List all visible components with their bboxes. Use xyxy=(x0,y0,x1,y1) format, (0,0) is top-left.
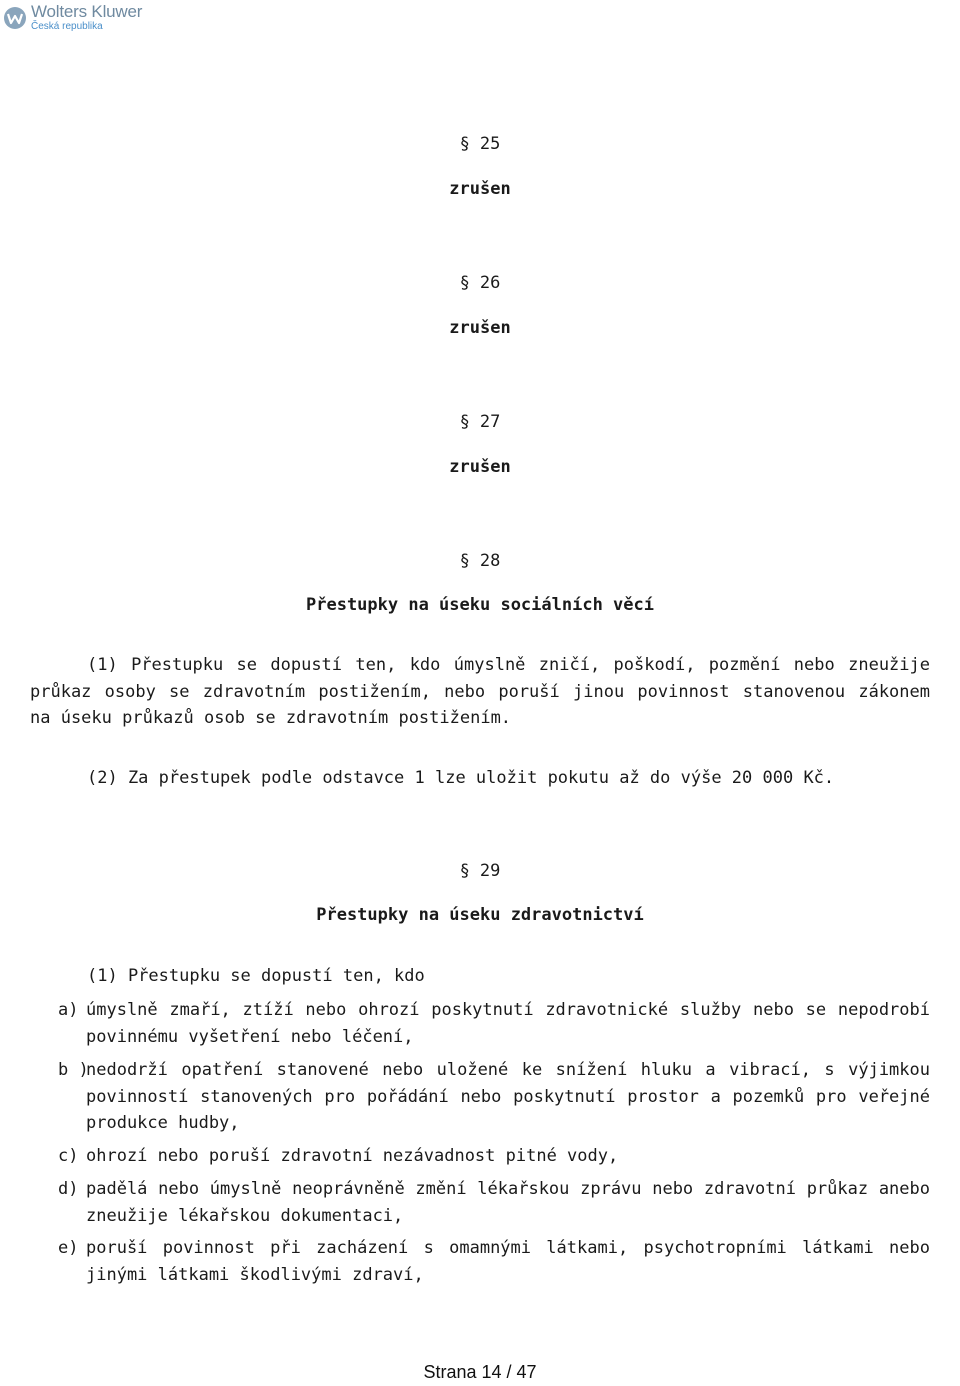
wolters-kluwer-logo xyxy=(3,3,142,32)
page-number: Strana 14 / 47 xyxy=(423,1362,537,1382)
section-29-heading: Přestupky na úseku zdravotnictví xyxy=(316,905,644,925)
list-item xyxy=(58,1235,930,1288)
section-29-paragraph-1: (1) Přestupku se dopustí ten, kdo xyxy=(87,966,425,986)
section-number: 29 xyxy=(479,861,501,881)
section-symbol: § xyxy=(459,551,470,571)
wolters-kluwer-logo-icon xyxy=(3,6,27,30)
section-25-number xyxy=(0,134,960,154)
list-item-letter: b ) xyxy=(58,1060,89,1080)
section-28-paragraph-1: (1) Přestupku se dopustí ten, kdo úmyslně zničí, poškodí, pozmění nebo zneužije průkaz osoby se zdravotním postižením, nebo poruší jinou povinnost stanovenou zákonem na úseku průkazů osob se zdravotním postižením. xyxy=(30,655,930,728)
list-item xyxy=(58,997,930,1050)
list-item xyxy=(58,1143,930,1170)
list-item-text: ohrozí nebo poruší zdravotní nezávadnost pitné vody, xyxy=(86,1146,619,1166)
section-27-number xyxy=(0,412,960,432)
list-item-letter: e) xyxy=(58,1238,79,1258)
section-symbol: § xyxy=(459,861,470,881)
list-item-letter: a) xyxy=(58,1000,79,1020)
section-28-paragraph-2: (2) Za přestupek podle odstavce 1 lze uložit pokutu až do výše 20 000 Kč. xyxy=(87,768,835,788)
logo-subtitle: Česká republika xyxy=(31,21,103,32)
section-number: 25 xyxy=(479,134,501,154)
section-number: 26 xyxy=(479,273,501,293)
section-28-heading: Přestupky na úseku sociálních věcí xyxy=(306,595,654,615)
section-number: 28 xyxy=(479,551,501,571)
list-item xyxy=(58,1176,930,1229)
list-item-text: padělá nebo úmyslně neoprávněně změní lékařskou zprávu nebo zdravotní průkaz anebo zneužije lékařskou dokumentaci, xyxy=(86,1179,930,1226)
section-26-heading: zrušen xyxy=(449,318,511,338)
section-26-number xyxy=(0,273,960,293)
section-28-number xyxy=(0,551,960,571)
list-item-text: poruší povinnost při zacházení s omamnými látkami, psychotropními látkami nebo jinými látkami škodlivými zdraví, xyxy=(86,1238,930,1285)
list-item-letter: c) xyxy=(58,1146,79,1166)
list-item xyxy=(58,1057,930,1137)
section-27-heading: zrušen xyxy=(449,457,511,477)
section-29-number xyxy=(0,861,960,881)
section-25-heading: zrušen xyxy=(449,179,511,199)
list-item-text: úmyslně zmaří, ztíží nebo ohrozí poskytnutí zdravotnické služby nebo se nepodrobí povinnému vyšetření nebo léčení, xyxy=(86,1000,930,1047)
logo-name: Wolters Kluwer xyxy=(31,2,143,21)
section-number: 27 xyxy=(479,412,501,432)
list-item-letter: d) xyxy=(58,1179,79,1199)
list-item-text: nedodrží opatření stanovené nebo uložené ke snížení hluku a vibrací, s výjimkou povinností stanovených pro pořádání nebo poskytnutí prostor a pozemků pro veřejné produkce hudby, xyxy=(86,1060,930,1133)
section-symbol: § xyxy=(459,412,470,432)
section-symbol: § xyxy=(459,134,470,154)
section-symbol: § xyxy=(459,273,470,293)
